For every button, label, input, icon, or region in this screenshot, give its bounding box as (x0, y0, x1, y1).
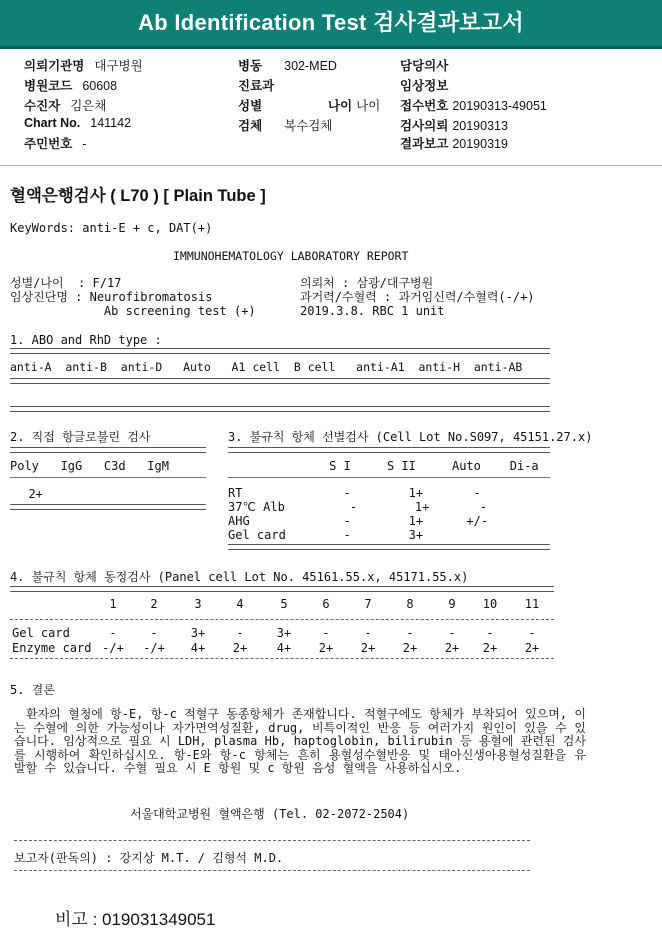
panel-cell-value: 3+ (190, 626, 206, 640)
screen-mid-rule (228, 477, 550, 478)
dat-headers: Poly IgG C3d IgM (10, 459, 169, 473)
panel-cell-number: 11 (524, 597, 540, 611)
info-age: 나이 나이 (328, 99, 381, 113)
info-clinical: 임상정보 (400, 79, 449, 93)
screen-row-alb: 37℃ Alb - 1+ - (228, 500, 488, 514)
panel-cell-value: 4+ (190, 641, 206, 655)
panel-cell-value: - (448, 626, 456, 640)
conclusion-title: 5. 결론 (10, 683, 55, 697)
info-resident-no: 주민번호 - (24, 137, 87, 151)
panel-cell-number: 8 (406, 597, 414, 611)
dat-title: 2. 직접 항글로불린 검사 (10, 430, 151, 444)
report-title: Ab Identification Test 검사결과보고서 (138, 10, 524, 35)
patient-requester: 의뢰처 : 삼광/대구병원 (300, 276, 434, 290)
info-sex: 성별 (238, 99, 263, 113)
panel-cell-value: 2+ (402, 641, 418, 655)
info-doctor: 담당의사 (400, 59, 449, 73)
panel-cell-value: 2+ (482, 641, 498, 655)
abo-top-rule (10, 348, 550, 354)
panel-cell-value: 4+ (276, 641, 292, 655)
panel-cell-number: 10 (482, 597, 498, 611)
reporter: 보고자(판독의) : 강지상 M.T. / 김형석 M.D. (14, 851, 284, 865)
panel-top-rule (10, 586, 554, 592)
panel-row-label-enzyme: Enzyme card (12, 641, 92, 655)
screen-headers: S I S II Auto Di-a (228, 459, 539, 473)
panel-cell-value: 2+ (524, 641, 540, 655)
info-report-date: 결과보고 20190319 (400, 137, 508, 151)
patient-history: 과거력/수혈력 : 과거임신력/수혈력(-/+) (300, 290, 535, 304)
abo-title: 1. ABO and RhD type : (10, 333, 162, 347)
panel-cell-number: 6 (322, 597, 330, 611)
header-divider (0, 165, 662, 166)
remarks: 비고 : 019031349051 (55, 910, 216, 929)
abo-headers: anti-A anti-B anti-D Auto A1 cell B cell anti-A1 anti-H anti-AB (10, 360, 523, 374)
panel-cell-value: 2+ (318, 641, 334, 655)
panel-cell-number: 7 (364, 597, 372, 611)
patient-history-2: 2019.3.8. RBC 1 unit (300, 304, 445, 318)
screen-title: 3. 불규칙 항체 선별검사 (Cell Lot No.S097, 45151.27.x) (228, 430, 593, 444)
signature: 서울대학교병원 혈액은행 (Tel. 02-2072-2504) (130, 807, 410, 821)
patient-sex-age: 성별/나이 : F/17 (10, 276, 122, 290)
info-patient: 수진자 김은채 (24, 99, 107, 113)
keywords: KeyWords: anti-E + c, DAT(+) (10, 221, 213, 235)
panel-cell-number: 3 (194, 597, 202, 611)
panel-cell-value: - (364, 626, 372, 640)
panel-mid-rule (10, 619, 554, 620)
dat-result: 2+ (14, 487, 43, 501)
panel-cell-value: - (109, 626, 117, 640)
panel-cell-number: 5 (280, 597, 288, 611)
dat-mid-rule (10, 477, 206, 478)
panel-cell-value: - (236, 626, 244, 640)
panel-cell-number: 9 (448, 597, 456, 611)
panel-cell-value: - (486, 626, 494, 640)
info-specimen: 검체 복수검체 (238, 119, 333, 133)
panel-cell-value: 3+ (276, 626, 292, 640)
info-department: 진료과 (238, 79, 275, 93)
panel-cell-number: 1 (109, 597, 117, 611)
panel-title: 4. 불규칙 항체 동정검사 (Panel cell Lot No. 45161.55.x, 45171.55.x) (10, 570, 469, 584)
screen-row-ahg: AHG - 1+ +/- (228, 514, 489, 528)
panel-cell-value: - (150, 626, 158, 640)
patient-diagnosis-2: Ab screening test (+) (10, 304, 256, 318)
panel-cell-value: 2+ (232, 641, 248, 655)
panel-cell-value: 2+ (444, 641, 460, 655)
screen-row-rt: RT - 1+ - (228, 486, 481, 500)
panel-cell-value: -/+ (143, 641, 165, 655)
dat-bottom-rule (10, 504, 206, 510)
signature-rule-top (14, 840, 530, 841)
info-hospital-code: 병원코드 60608 (24, 79, 118, 93)
panel-cell-value: 2+ (360, 641, 376, 655)
info-accession-no: 접수번호 20190313-49051 (400, 99, 547, 113)
panel-cell-value: -/+ (102, 641, 124, 655)
screen-bottom-rule (228, 544, 550, 550)
panel-cell-value: - (322, 626, 330, 640)
screen-row-gel: Gel card - 3+ (228, 528, 424, 542)
panel-cell-number: 2 (150, 597, 158, 611)
panel-cell-number: 4 (236, 597, 244, 611)
info-request-date: 검사의뢰 20190313 (400, 119, 508, 133)
info-hospital: 의뢰기관명 대구병원 (24, 59, 143, 73)
panel-cell-value: - (406, 626, 414, 640)
conclusion-text: 환자의 혈청에 항-E, 항-c 적혈구 동종항체가 존재합니다. 적혈구에도 항체가 부착되어 있으며, 이는 수혈에 의한 가능성이나 자가면역성질환, drug, 비특이적인 반응 등 여러가지 원인이 있을 수 있습니다. 임상적으로 필요 시 LDH, plasma Hb, haptoglobin, bilirubin 등 용혈에 관련된 검사를 시행하여 확인하십시오. 항-E와 항-c 항체는 흔히 용혈성수혈반응 및 태아신생아용혈성질환을 유발할 수 있습니다. 수혈 필요 시 E 항원 및 c 항원 음성 혈액을 사용하십시오. (14, 707, 586, 775)
section-title: 혈액은행검사 ( L70 ) [ Plain Tube ] (10, 187, 266, 205)
abo-bottom-rule (10, 406, 550, 412)
lab-report-title: IMMUNOHEMATOLOGY LABORATORY REPORT (173, 249, 409, 263)
info-chart-no: Chart No. 141142 (24, 116, 132, 130)
panel-cell-value: - (528, 626, 536, 640)
info-ward: 병동 302-MED (238, 59, 337, 73)
panel-bottom-rule (10, 658, 554, 659)
panel-row-label-gel: Gel card (12, 626, 70, 640)
patient-diagnosis: 임상진단명 : Neurofibromatosis (10, 290, 213, 304)
abo-mid-rule (10, 378, 550, 384)
screen-top-rule (228, 447, 550, 453)
signature-rule-bottom (14, 870, 530, 871)
dat-top-rule (10, 447, 206, 453)
